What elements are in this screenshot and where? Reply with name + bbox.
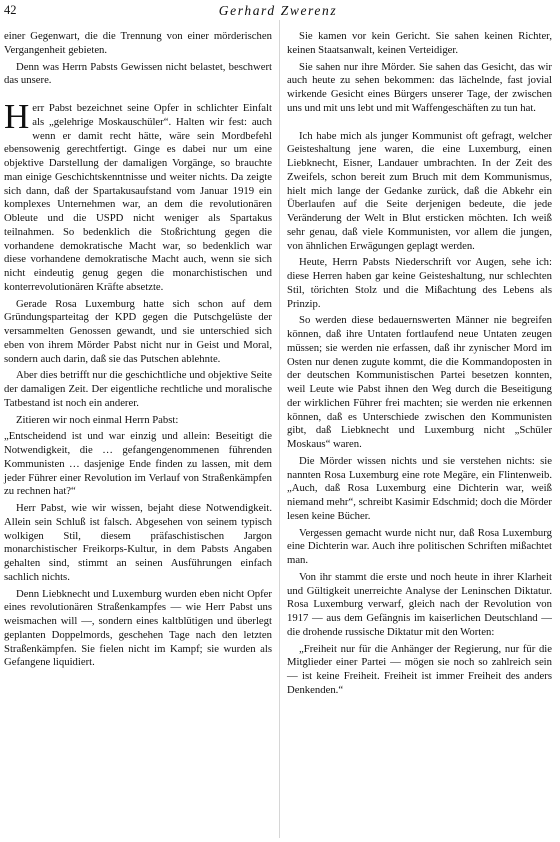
paragraph: Denn Liebknecht und Luxemburg wurden eben nicht Opfer eines revolutionären Straßenkampfes — wie Herr Pabst uns weismachen will —, sondern eines kaltblütigen und überlegt geplanten Doppelmords, geschehen Tage nach den letzten Straßenkämpfen. Sie fielen nicht im Kampf; sie wurden als Gefangene liquidiert. bbox=[4, 587, 272, 669]
paragraph: Aber dies betrifft nur die geschichtliche und objektive Seite der damaligen Zeit. Der eigentliche rechtliche und moralische Tatbestand ist noch ein anderer. bbox=[4, 369, 272, 409]
paragraph: Gerade Rosa Luxemburg hatte sich schon auf dem Gründungsparteitag der KPD gegen die Putschgelüste der versammelten Genossen gewandt, und sie unterschied sich eben von ihrem Mörder Pabst nicht nur in Geist und Moral, sondern auch darin, daß sie das Putschen ablehnte. bbox=[4, 297, 272, 365]
paragraph: Die Mörder wissen nichts und sie verstehen nichts: sie nannten Rosa Luxemburg eine rote Megäre, ein Flintenweib. „Auch, daß Rosa Luxemburg eine Dichterin war, weiß niemand mehr“, schreibt Kasimir Edschmid; doch die Mörder lesen keine Bücher. bbox=[287, 454, 552, 522]
quotation: „Entscheidend ist und war einzig und allein: Beseitigt die Notwendigkeit, die … gefangengenommenen führenden Kommunisten … dasjenige Ende finden zu lassen, mit dem jeder Führer einer Revolution im Verlauf von Straßenkämpfen zu rechnen hat?“ bbox=[4, 430, 272, 498]
paragraph: Heute, Herrn Pabsts Niederschrift vor Augen, sehe ich: diese Herren haben gar keine Geisteshaltung, nur schlechten Stil, törichten Stolz und die Mißachtung des Lebens als Prinzip. bbox=[287, 256, 552, 310]
page-header bbox=[4, 3, 552, 21]
paragraph: Sie sahen nur ihre Mörder. Sie sahen das Gesicht, das wir auch heute zu sehen bekommen: das lächelnde, fast jovial wirkende Gesicht eines Bürgers unserer Tage, der zwischen uns und mit uns lebt und mit Waffengeschäften zu tun hat. bbox=[287, 60, 552, 114]
running-title: Gerhard Zwerenz bbox=[218, 3, 338, 18]
column-divider bbox=[279, 20, 280, 838]
right-column bbox=[287, 30, 552, 698]
paragraph: So werden diese bedauernswerten Männer nie begreifen können, daß ihre Untaten fortlaufend neue Untaten zeugen müssen; sie werden nie erfassen, daß ihr zynischer Mord im Osten nur denen zugute kommt, die die Kommandoposten in der deutschen Kommunistischen Partei besetzen konnten, weil Leute wie Pabst ihnen den Weg durch die Beseitigung der wirklichen Führer frei machten; sie werden nie erkennen können, daß es Unterschiede zwischen den Kommunisten gibt, daß Liebknecht und Luxemburg nicht „Schüler Moskaus“ waren. bbox=[287, 314, 552, 450]
paragraph-dropcap bbox=[4, 97, 272, 295]
paragraph-text: err Pabst bezeichnet seine Opfer in schlichter Einfalt als „gelehrige Moskauschüler“. Halten wir fest: auch wenn er damit recht hätte, wäre sein Mordbefehl ebensowenig gerechtfertigt. Ginge es dabei nur um eine objektive Darstellung der damaligen Vorgänge, so brauchte man einige Geschichtskenntnisse und weiter nichts. Da zeigte sich dann, daß der Spartakusaufstand vom Januar 1919 ein komplexes Unternehmen war, an dem die revolutionären Obleute und die USPD nicht weniger als Spartakus teilnahmen. So bedenklich die Stoßrichtung gegen die vorhandene demokratische Macht war, so bedenklich war diese vorhandene demokratische Macht auch, wenn sie sich nicht eindeutig genug gegen die monarchistischen und konterrevolutionären Kräfte absetzte. bbox=[4, 102, 272, 293]
drop-cap: H bbox=[4, 97, 30, 136]
paragraph: Vergessen gemacht wurde nicht nur, daß Rosa Luxemburg eine Dichterin war. Auch ihre politischen Schriften mißachtet man. bbox=[287, 526, 552, 566]
paragraph: Von ihr stammt die erste und noch heute in ihrer Klarheit und Gültigkeit unerreichte Analyse der Leninschen Diktatur. Rosa Luxemburg verwarf, gleich nach der Revolution von 1917 — aus dem Gefängnis im kaiserlichen Deutschland — die drohende russische Diktatur mit den Worten: bbox=[287, 570, 552, 638]
quotation: „Freiheit nur für die Anhänger der Regierung, nur für die Mitglieder einer Partei — mögen sie noch so zahlreich sein — ist keine Freiheit. Freiheit ist immer Freiheit des anders Denkenden.“ bbox=[287, 642, 552, 696]
paragraph: Ich habe mich als junger Kommunist oft gefragt, welcher Geisteshaltung jene waren, die eine Luxemburg, einen Liebknecht, Eisner, Landauer umbrachten. In der Zeit des Zweifels, schon bereit zum Bruch mit dem Kommunismus, hielt mich lange der Gedanke zurück, daß die Abkehr ein Überlaufen auf die Seite derjenigen bedeute, die jede Veränderung der Welt in Blut ersticken möchten. Ich weiß sehr genau, daß viele Kommunisten, vor allem die jungen, von ähnlichen Erwägungen geplagt werden. bbox=[287, 129, 552, 252]
paragraph: Sie kamen vor kein Gericht. Sie sahen keinen Richter, keinen Staatsanwalt, keinen Verteidiger. bbox=[287, 30, 552, 56]
paragraph: Denn was Herrn Pabsts Gewissen nicht belastet, beschwert das unsere. bbox=[4, 60, 272, 87]
paragraph: Zitieren wir noch einmal Herrn Pabst: bbox=[16, 413, 179, 426]
paragraph: Herr Pabst, wie wir wissen, bejaht diese Notwendigkeit. Allein sein Schluß ist falsch. Abgesehen von seinem typisch wolkigen Stil, diesem präfaschistischen Jargon monarchistischer Freikorps-Kultur, in dem Pabsts Angaben gehalten sind, stimmt an seinen Ausführungen einfach sachlich nichts. bbox=[4, 502, 272, 583]
left-column bbox=[4, 30, 272, 670]
page-number: 42 bbox=[4, 3, 17, 17]
paragraph: einer Gegenwart, die die Trennung von einer mörderischen Vergangenheit gebieten. bbox=[4, 30, 272, 56]
